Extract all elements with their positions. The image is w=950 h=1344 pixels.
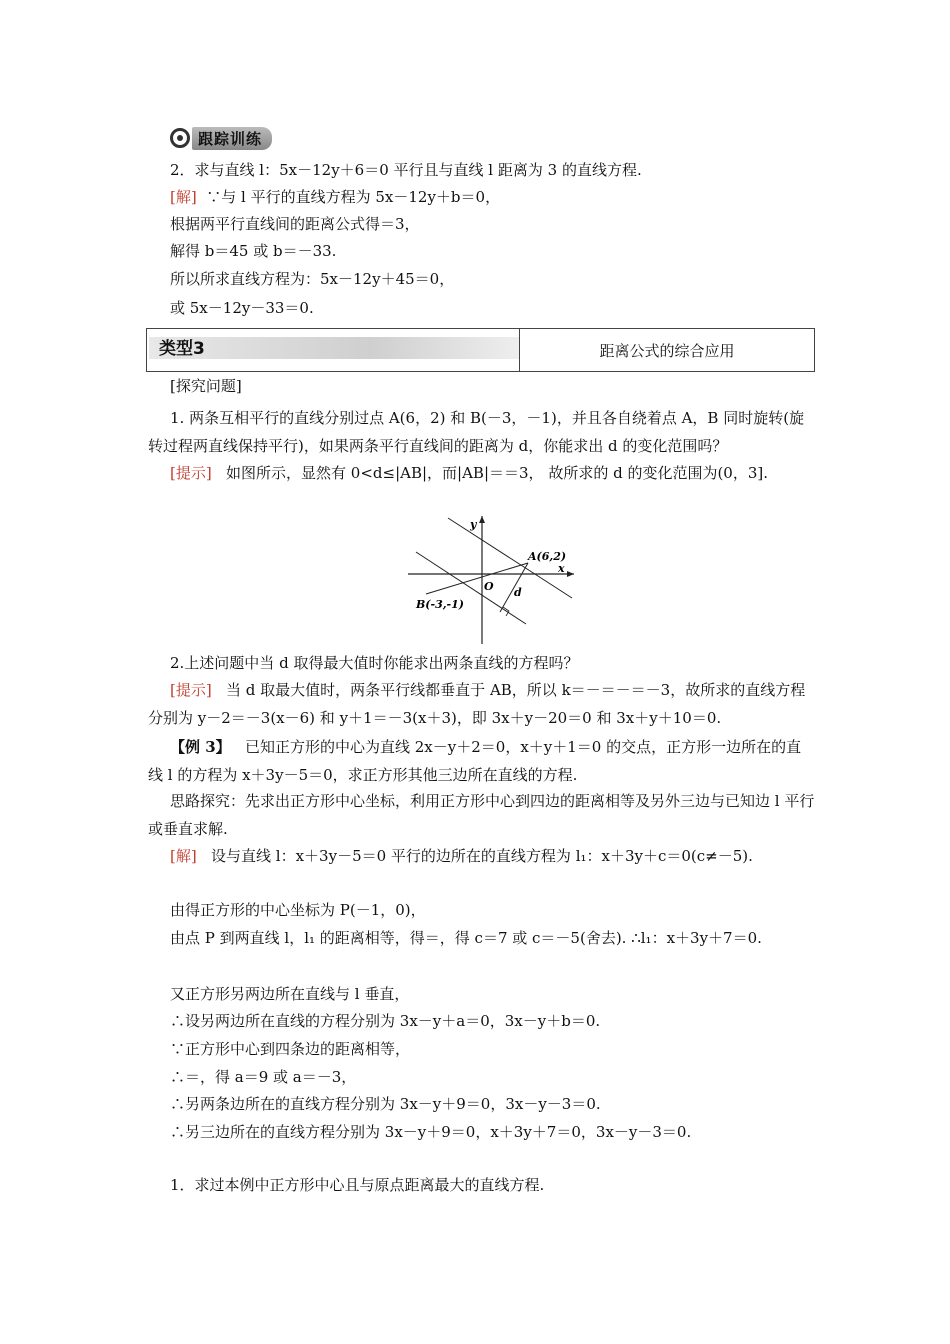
track-solution-line-1 (170, 187, 500, 207)
example-solution-5: ∴设另两边所在直线的方程分别为 3x－y＋a＝0，3x－y＋b＝0. (170, 1012, 601, 1030)
hint-tag: [提示] (170, 464, 212, 482)
example-solution-9: ∴另三边所在的直线方程分别为 3x－y＋9＝0，x＋3y＋7＝0，3x－y－3＝0. (170, 1123, 692, 1141)
track-solution-line-3: 解得 b＝45 或 b＝－33. (170, 242, 337, 260)
example-3 (148, 733, 816, 789)
track-solution-line-2: 根据两平行直线间的距离公式得＝3， (170, 215, 420, 233)
example-solution-1 (148, 842, 816, 870)
example-solution-8: ∴另两条边所在的直线方程分别为 3x－y＋9＝0，3x－y－3＝0. (170, 1095, 601, 1113)
point-a-label: A(6,2) (528, 550, 567, 563)
example-solution-4: 又正方形另两边所在直线与 l 垂直， (170, 985, 410, 1003)
y-axis-arrow (479, 516, 485, 523)
distance-figure (408, 512, 576, 646)
example-tag: 【例 3】 (170, 738, 231, 756)
x-axis-arrow (567, 571, 574, 577)
explore-question-2: 2.上述问题中当 d 取得最大值时你能求出两条直线的方程吗？ (170, 654, 579, 672)
y-label: y (470, 518, 477, 531)
type-tag-area (147, 329, 519, 371)
example-solution-2: 由得正方形的中心坐标为 P(－1，0)， (170, 901, 426, 919)
track-solution-line-4: 所以所求直线方程为：5x－12y＋45＝0， (170, 270, 455, 288)
example-text: 已知正方形的中心为直线 2x－y＋2＝0，x＋y＋1＝0 的交点，正方形一边所在的直线 l 的方程为 x＋3y－5＝0，求正方形其他三边所在直线的方程. (148, 738, 802, 784)
hint-text-2: 当 d 取最大值时，两条平行线都垂直于 AB，所以 k＝－＝－＝－3，故所求的直线方程分别为 y－2＝－3(x－6) 和 y＋1＝－3(x＋3)，即 3x＋y－20＝0 和 3x＋y＋10＝0. (148, 681, 806, 727)
type-title: 距离公式的综合应用 (599, 341, 735, 360)
section-badge-label: 跟踪训练 (192, 127, 272, 150)
followup-question-1: 1．求过本例中正方形中心且与原点距离最大的直线方程. (170, 1176, 545, 1194)
example-solution-7: ∴＝，得 a＝9 或 a＝－3， (170, 1068, 357, 1086)
origin-label: O (484, 580, 494, 593)
hint-text: 如图所示，显然有 0<d≤|AB|，而|AB|＝＝3， 故所求的 d 的变化范围为(0，3]. (226, 464, 769, 482)
track-solution-line-5: 或 5x－12y－33＝0. (170, 299, 314, 317)
x-label: x (558, 562, 565, 575)
example-solution-3: 由点 P 到两直线 l，l₁ 的距离相等，得＝，得 c＝7 或 c＝－5(舍去). ∴l₁：x＋3y＋7＝0. (170, 929, 762, 947)
d-label: d (514, 586, 522, 599)
explore-hint-1 (148, 459, 816, 487)
type-header-box (146, 328, 815, 372)
example-idea: 思路探究：先求出正方形中心坐标，利用正方形中心到四边的距离相等及另外三边与已知边 l 平行或垂直求解. (148, 792, 815, 838)
hint-tag-2: [提示] (170, 681, 212, 699)
example-solution-tag: [解] (170, 847, 197, 865)
line-through-b (416, 552, 526, 624)
target-icon (170, 128, 190, 148)
example-solution-6: ∵正方形中心到四条边的距离相等， (170, 1040, 411, 1058)
section-badge (170, 127, 272, 149)
explore-heading: [探究问题] (170, 377, 242, 395)
explore-hint-2 (148, 676, 816, 732)
example-solution-text: 设与直线 l：x＋3y－5＝0 平行的边所在的直线方程为 l₁：x＋3y＋c＝0(c≠－5). (211, 847, 753, 865)
solution-tag: [解] (170, 188, 197, 206)
point-b-label: B(-3,-1) (416, 598, 464, 611)
type-tag: 类型3 (159, 339, 205, 359)
explore-question-1: 1. 两条互相平行的直线分别过点 A(6，2) 和 B(－3，－1)，并且各自绕着点 A，B 同时旋转(旋转过程两直线保持平行)，如果两条平行直线间的距离为 d，你能求出 d 的变化范围吗？ (148, 409, 805, 455)
solution-text: ∵与 l 平行的直线方程为 5x－12y＋b＝0， (206, 188, 501, 206)
track-question-2: 2．求与直线 l：5x－12y＋6＝0 平行且与直线 l 距离为 3 的直线方程. (170, 161, 642, 179)
